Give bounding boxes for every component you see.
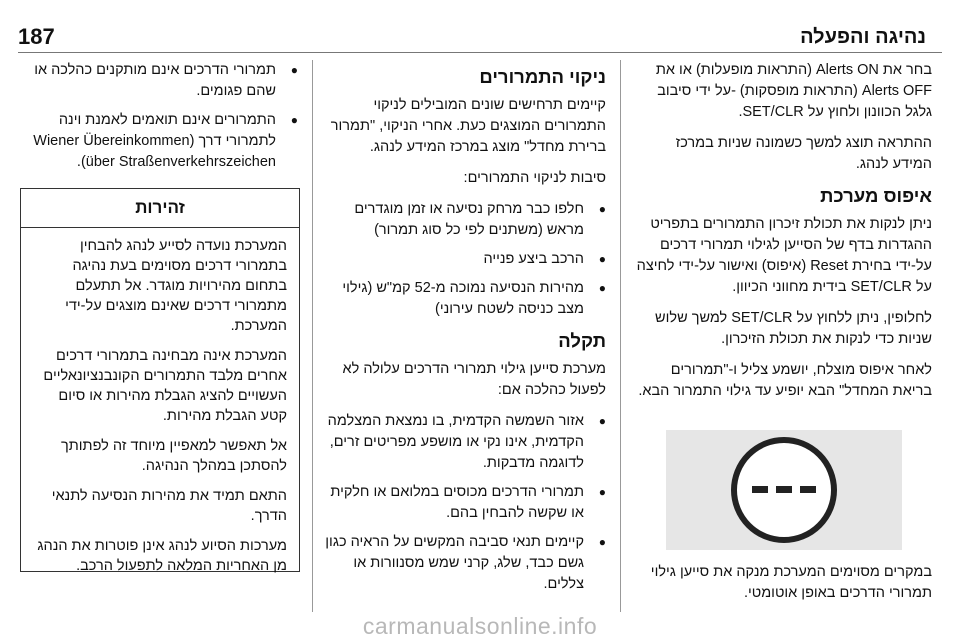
column-divider-left bbox=[312, 60, 313, 612]
warning-box bbox=[20, 188, 300, 572]
column-middle bbox=[318, 60, 606, 605]
warning-paragraph: המערכת נועדה לסייע לנהג להבחין בתמרורי דרכים מסוימים בעת נהיגה בתחום מהירויות מוגדר. אל תתעלם מתמרורי דרכים שאינם מוצגים על-ידי המערכת. bbox=[65, 238, 287, 334]
clearing-signs-heading: ניקוי התמרורים bbox=[479, 66, 606, 87]
site-watermark: carmanualsonline.info bbox=[362, 613, 598, 639]
list-item: ● תמרורי הדרכים אינם מותקנים כהלכה או שהם פגומים. bbox=[20, 60, 298, 102]
column-divider-right bbox=[620, 60, 621, 612]
cleared-sign-figure bbox=[666, 430, 902, 550]
reset-result-paragraph: לאחר איפוס מוצלח, יושמע צליל ו-"תמרורים בריאת המחדל" הבא יופיע עד גילוי התמרור הבא. bbox=[638, 362, 932, 399]
clearing-reasons-list bbox=[318, 199, 606, 320]
warning-paragraph: המערכת אינה מבחינה בתמרורי דרכים אחרים מלבד התמרורים הקונבנציונאליים העשויים להציג הגבלת מהירות או סיום קטע הגבלת מהירות. bbox=[43, 348, 287, 424]
reset-button-paragraph: לחלופין, ניתן ללחוץ על SET/CLR למשך שלוש שניות כדי לנקות את תכולת הזיכרון. bbox=[655, 310, 932, 347]
alerts-toggle-paragraph: בחר את Alerts ON (התראות מופעלות) או את Alerts OFF (התראות מופסקות) -על ידי סיבוב גלגל הכוונון ולחוץ על SET/CLR. bbox=[655, 62, 932, 120]
list-item: ● קיימים תנאי סביבה המקשים על הראיה כגון גשם כבד, שלג, קרני שמש מסנוורות או צללים. bbox=[318, 532, 606, 595]
list-item: ● מהירות הנסיעה נמוכה מ-52 קמ"ש (גילוי מצב כניסה לשטח עירוני) bbox=[318, 278, 606, 320]
list-item: ● הרכב ביצע פנייה bbox=[318, 249, 606, 270]
list-item: ● תמרורי הדרכים מכוסים במלואם או חלקית או שקשה להבחין בהם. bbox=[318, 482, 606, 524]
warning-title: זהירות bbox=[21, 189, 299, 228]
section-title: נהיגה והפעלה bbox=[800, 26, 926, 48]
warning-paragraph: אל תאפשר למאפיין מיוחד זה לפתותך להסתכן במהלך הנהיגה. bbox=[61, 438, 287, 474]
clearing-reasons-label: סיבות לניקוי התמרורים: bbox=[463, 170, 606, 186]
header-divider bbox=[18, 52, 942, 53]
fault-intro-paragraph: מערכת סייען גילוי תמרורי הדרכים עלולה לא לפעול כהלכה אם: bbox=[342, 361, 606, 398]
system-reset-heading: איפוס מערכת bbox=[820, 185, 932, 206]
fault-causes-continued-list bbox=[20, 60, 298, 173]
list-item: ● אזור השמשה הקדמית, בו נמצאת המצלמה הקדמית, אינו נקי או מושפע מפריטים זרים, לדוגמה מדבקות. bbox=[318, 411, 606, 474]
warning-paragraph: מערכות הסיוע לנהג אינן פוטרות את הנהג מן האחריות המלאה לתפעול הרכב. bbox=[37, 538, 287, 574]
auto-clear-paragraph: במקרים מסוימים המערכת מנקה את סייען גילוי תמרורי הדרכים באופן אוטומטי. bbox=[650, 564, 932, 601]
fault-causes-list bbox=[318, 411, 606, 595]
fault-heading: תקלה bbox=[558, 330, 606, 351]
page-header bbox=[0, 0, 960, 48]
warning-body bbox=[21, 228, 299, 576]
list-item: ● התמרורים אינם תואמים לאמנת וינה לתמרורי דרך (Wiener Übereinkommen über Straßenverkehrszeichen). bbox=[20, 110, 298, 173]
warning-paragraph: התאם תמיד את מהירות הנסיעה לתנאי הדרך. bbox=[51, 488, 287, 524]
reset-menu-paragraph: ניתן לנקות את תכולת זיכרון התמרורים בתפריט ההגדרות בדף של הסייען לגילוי תמרורי דרכים על-ידי בחירת Reset (איפוס) ואישור על-ידי לחיצה על SET/CLR בידית מחווני הכיוון. bbox=[636, 216, 932, 295]
cleared-sign-icon bbox=[666, 430, 902, 550]
list-item: ● חלפו כבר מרחק נסיעה או זמן מוגדרים מראש (משתנים לפי כל סוג תמרור) bbox=[318, 199, 606, 241]
page-number: 187 bbox=[18, 24, 55, 49]
column-left bbox=[20, 60, 298, 183]
clearing-intro-paragraph: קיימים תרחישים שונים המובילים לניקוי התמרורים המוצגים כעת. אחרי הניקוי, "תמרור ברירת מחדל" מוצג במרכז המידע לנהג. bbox=[330, 97, 606, 155]
alert-duration-paragraph: ההתראה תוצג למשך כשמונה שניות במרכז המידע לנהג. bbox=[675, 135, 932, 172]
column-right bbox=[636, 60, 932, 614]
